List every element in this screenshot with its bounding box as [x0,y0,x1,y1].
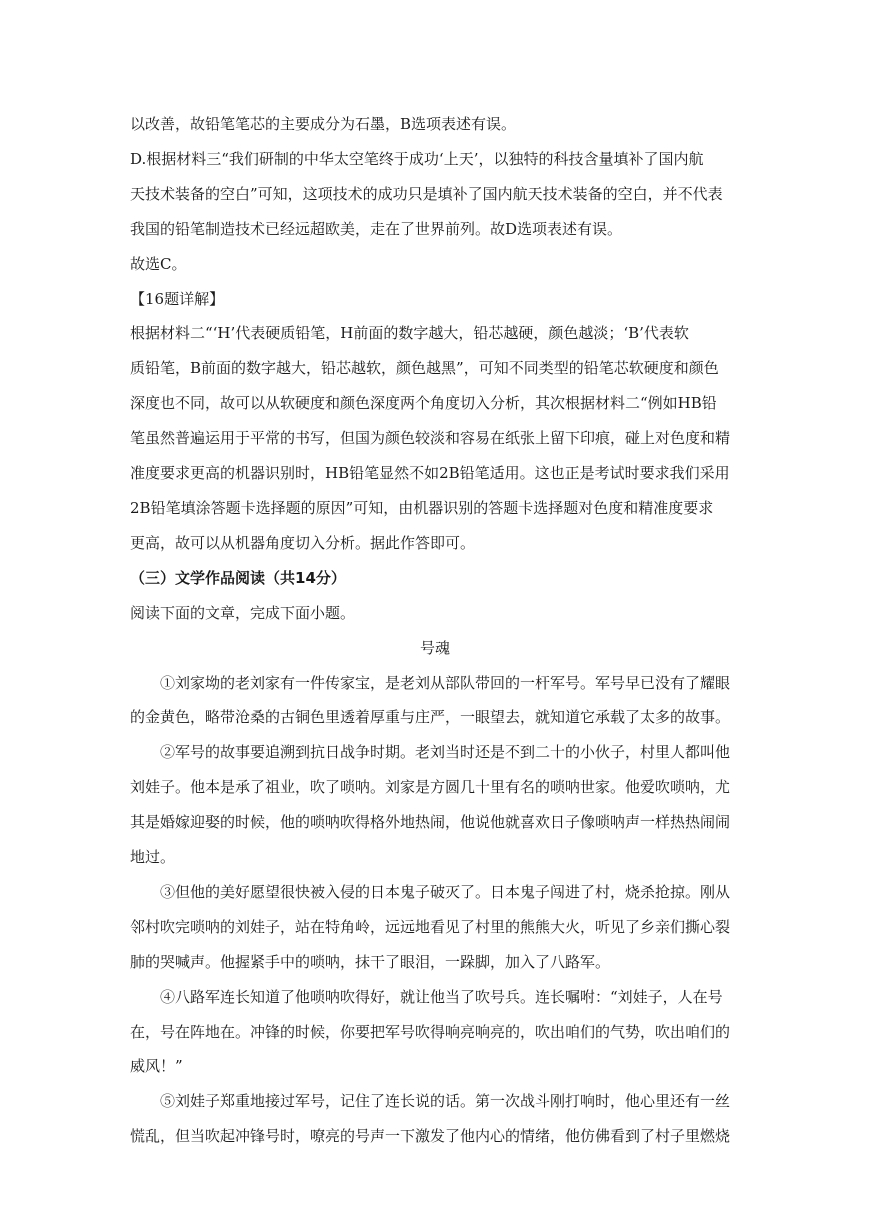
section-heading: （三）文学作品阅读（共14分） [130,568,346,587]
text-line: ③但他的美好愿望很快被入侵的日本鬼子破灭了。日本鬼子闯进了村，烧杀抢掠。刚从 [160,882,731,901]
text-line: 根据材料二“‘H’代表硬质铅笔，H前面的数字越大，铅芯越硬，颜色越淡；‘B’代表软 [130,324,689,343]
document-page [130,107,740,1154]
article-paragraph [130,875,740,980]
text-line: ⑤刘娃子郑重地接过军号，记住了连长说的话。第一次战斗刚打响时，他心里还有一丝 [160,1092,731,1111]
text-line: 更高，故可以从机器角度切入分析。据此作答即可。 [130,533,476,552]
text-line: ②军号的故事要追溯到抗日战争时期。老刘当时还是不到二十的小伙子，村里人都叫他 [160,743,731,762]
text-line: 地过。 [130,848,176,867]
text-line: 在，号在阵地在。冲锋的时候，你要把军号吹得响亮响亮的，吹出咱们的气势，吹出咱们的 [130,1022,731,1041]
text-line: 刘娃子。他本是承了祖业，吹了唢呐。刘家是方圆几十里有名的唢呐世家。他爱吹唢呐，尤 [130,778,731,797]
text-line: 2B铅笔填涂答题卡选择题的原因”可知，由机器识别的答题卡选择题对色度和精准度要求 [130,498,714,517]
text-line: 笔虽然普遍运用于平常的书写，但国为颜色较淡和容易在纸张上留下印痕，碰上对色度和精 [130,429,731,448]
text-line: D.根据材料三“我们研制的中华太空笔终于成功‘上天’，以独特的科技含量填补了国内航 [130,149,704,168]
text-line: 故选C。 [130,254,187,273]
article-paragraph [130,666,740,736]
text-line: 以改善，故铅笔笔芯的主要成分为石墨，B选项表述有误。 [130,115,517,133]
text-line: 的金黄色，略带沧桑的古铜色里透着厚重与庄严，一眼望去，就知道它承载了太多的故事。 [130,708,731,727]
text-line: 我国的铅笔制造技术已经远超欧美，走在了世界前列。故D选项表述有误。 [130,219,623,238]
text-line: 天技术装备的空白”可知，这项技术的成功只是填补了国内航天技术装备的空白，并不代表 [130,184,723,203]
instruction-text: 阅读下面的文章，完成下面小题。 [130,603,356,622]
article-title: 号魂 [419,638,450,657]
text-line: 慌乱，但当吹起冲锋号时，嘹亮的号声一下激发了他内心的情绪，他仿佛看到了村子里燃烧 [130,1127,731,1146]
text-line: 准度要求更高的机器识别时，HB铅笔显然不如2B铅笔适用。这也正是考试时要求我们采用 [130,464,730,483]
text-line: 肺的哭喊声。他握紧手中的唢呐，抹干了眼泪，一跺脚，加入了八路军。 [130,952,611,971]
text-line: ④八路军连长知道了他唢呐吹得好，就让他当了吹号兵。连长嘱咐：“刘娃子，人在号 [160,987,723,1006]
article-paragraph [130,735,740,875]
text-line: 邻村吹完唢呐的刘娃子，站在特角岭，远远地看见了村里的熊熊大火，听见了乡亲们撕心裂 [130,917,731,936]
article-paragraph [130,980,740,1085]
text-line: ①刘家坳的老刘家有一件传家宝，是老刘从部队带回的一杆军号。军号早已没有了耀眼 [160,673,731,692]
article-paragraph [130,1084,740,1154]
text-line: 其是婚嫁迎娶的时候，他的唢呐吹得格外地热闹，他说他就喜欢日子像唢呐声一样热热闹闹 [130,813,731,832]
text-line: 威风！” [130,1057,183,1076]
text-line: 质铅笔，B前面的数字越大，铅芯越软，颜色越黑”，可知不同类型的铅笔芯软硬度和颜色 [130,359,719,378]
text-line: 深度也不同，故可以从软硬度和颜色深度两个角度切入分析，其次根据材料二“例如HB铅 [130,394,717,413]
question-16-heading: 【16题详解】 [130,289,225,308]
